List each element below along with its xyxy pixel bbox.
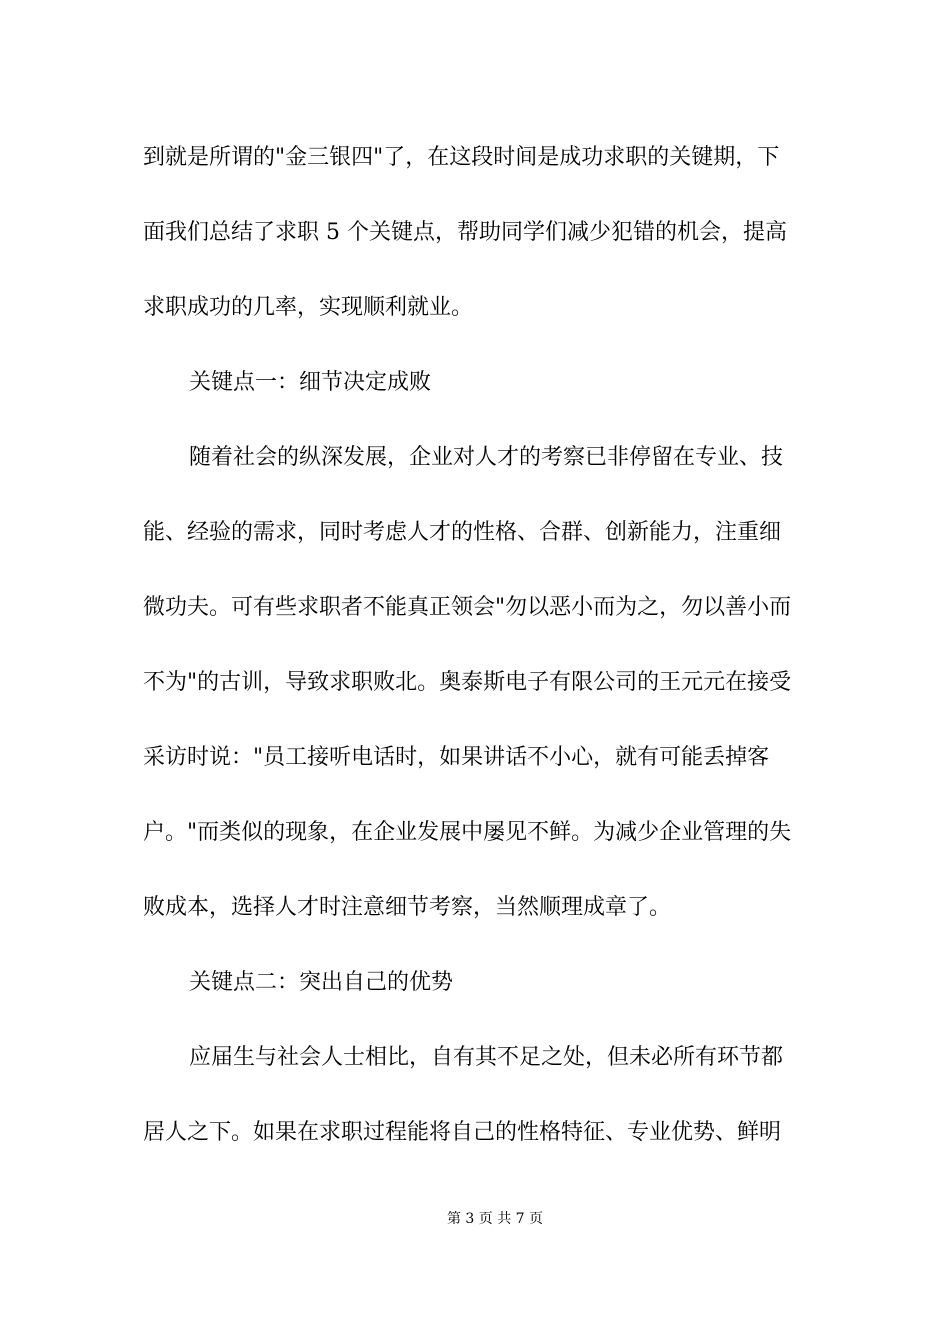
paragraph-line: 微功夫。可有些求职者不能真正领会"勿以恶小而为之，勿以善小而 [143,595,792,620]
paragraph-line: 户。"而类似的现象，在企业发展中屡见不鲜。为减少企业管理的失 [143,820,792,845]
paragraph-line: 求职成功的几率，实现顺利就业。 [143,295,474,320]
paragraph-line: 到就是所谓的"金三银四"了，在这段时间是成功求职的关键期，下 [143,145,780,170]
section-heading: 关键点一：细节决定成败 [189,370,432,395]
page-number-footer: 第 3 页 共 7 页 [446,1211,544,1227]
paragraph-line: 不为"的古训，导致求职败北。奥泰斯电子有限公司的王元元在接受 [143,670,792,695]
paragraph-line: 应届生与社会人士相比，自有其不足之处，但未必所有环节都 [189,1045,784,1070]
paragraph-line: 能、经验的需求，同时考虑人才的性格、合群、创新能力，注重细 [143,520,782,545]
section-heading: 关键点二：突出自己的优势 [189,970,454,995]
paragraph-line: 面我们总结了求职 5 个关键点，帮助同学们减少犯错的机会，提高 [143,220,787,245]
paragraph-line: 采访时说："员工接听电话时，如果讲话不小心，就有可能丢掉客 [143,745,770,770]
paragraph-line: 败成本，选择人才时注意细节考察，当然顺理成章了。 [143,895,672,920]
paragraph-line: 居人之下。如果在求职过程能将自己的性格特征、专业优势、鲜明 [143,1120,782,1145]
paragraph-line: 随着社会的纵深发展，企业对人才的考察已非停留在专业、技 [189,445,784,470]
